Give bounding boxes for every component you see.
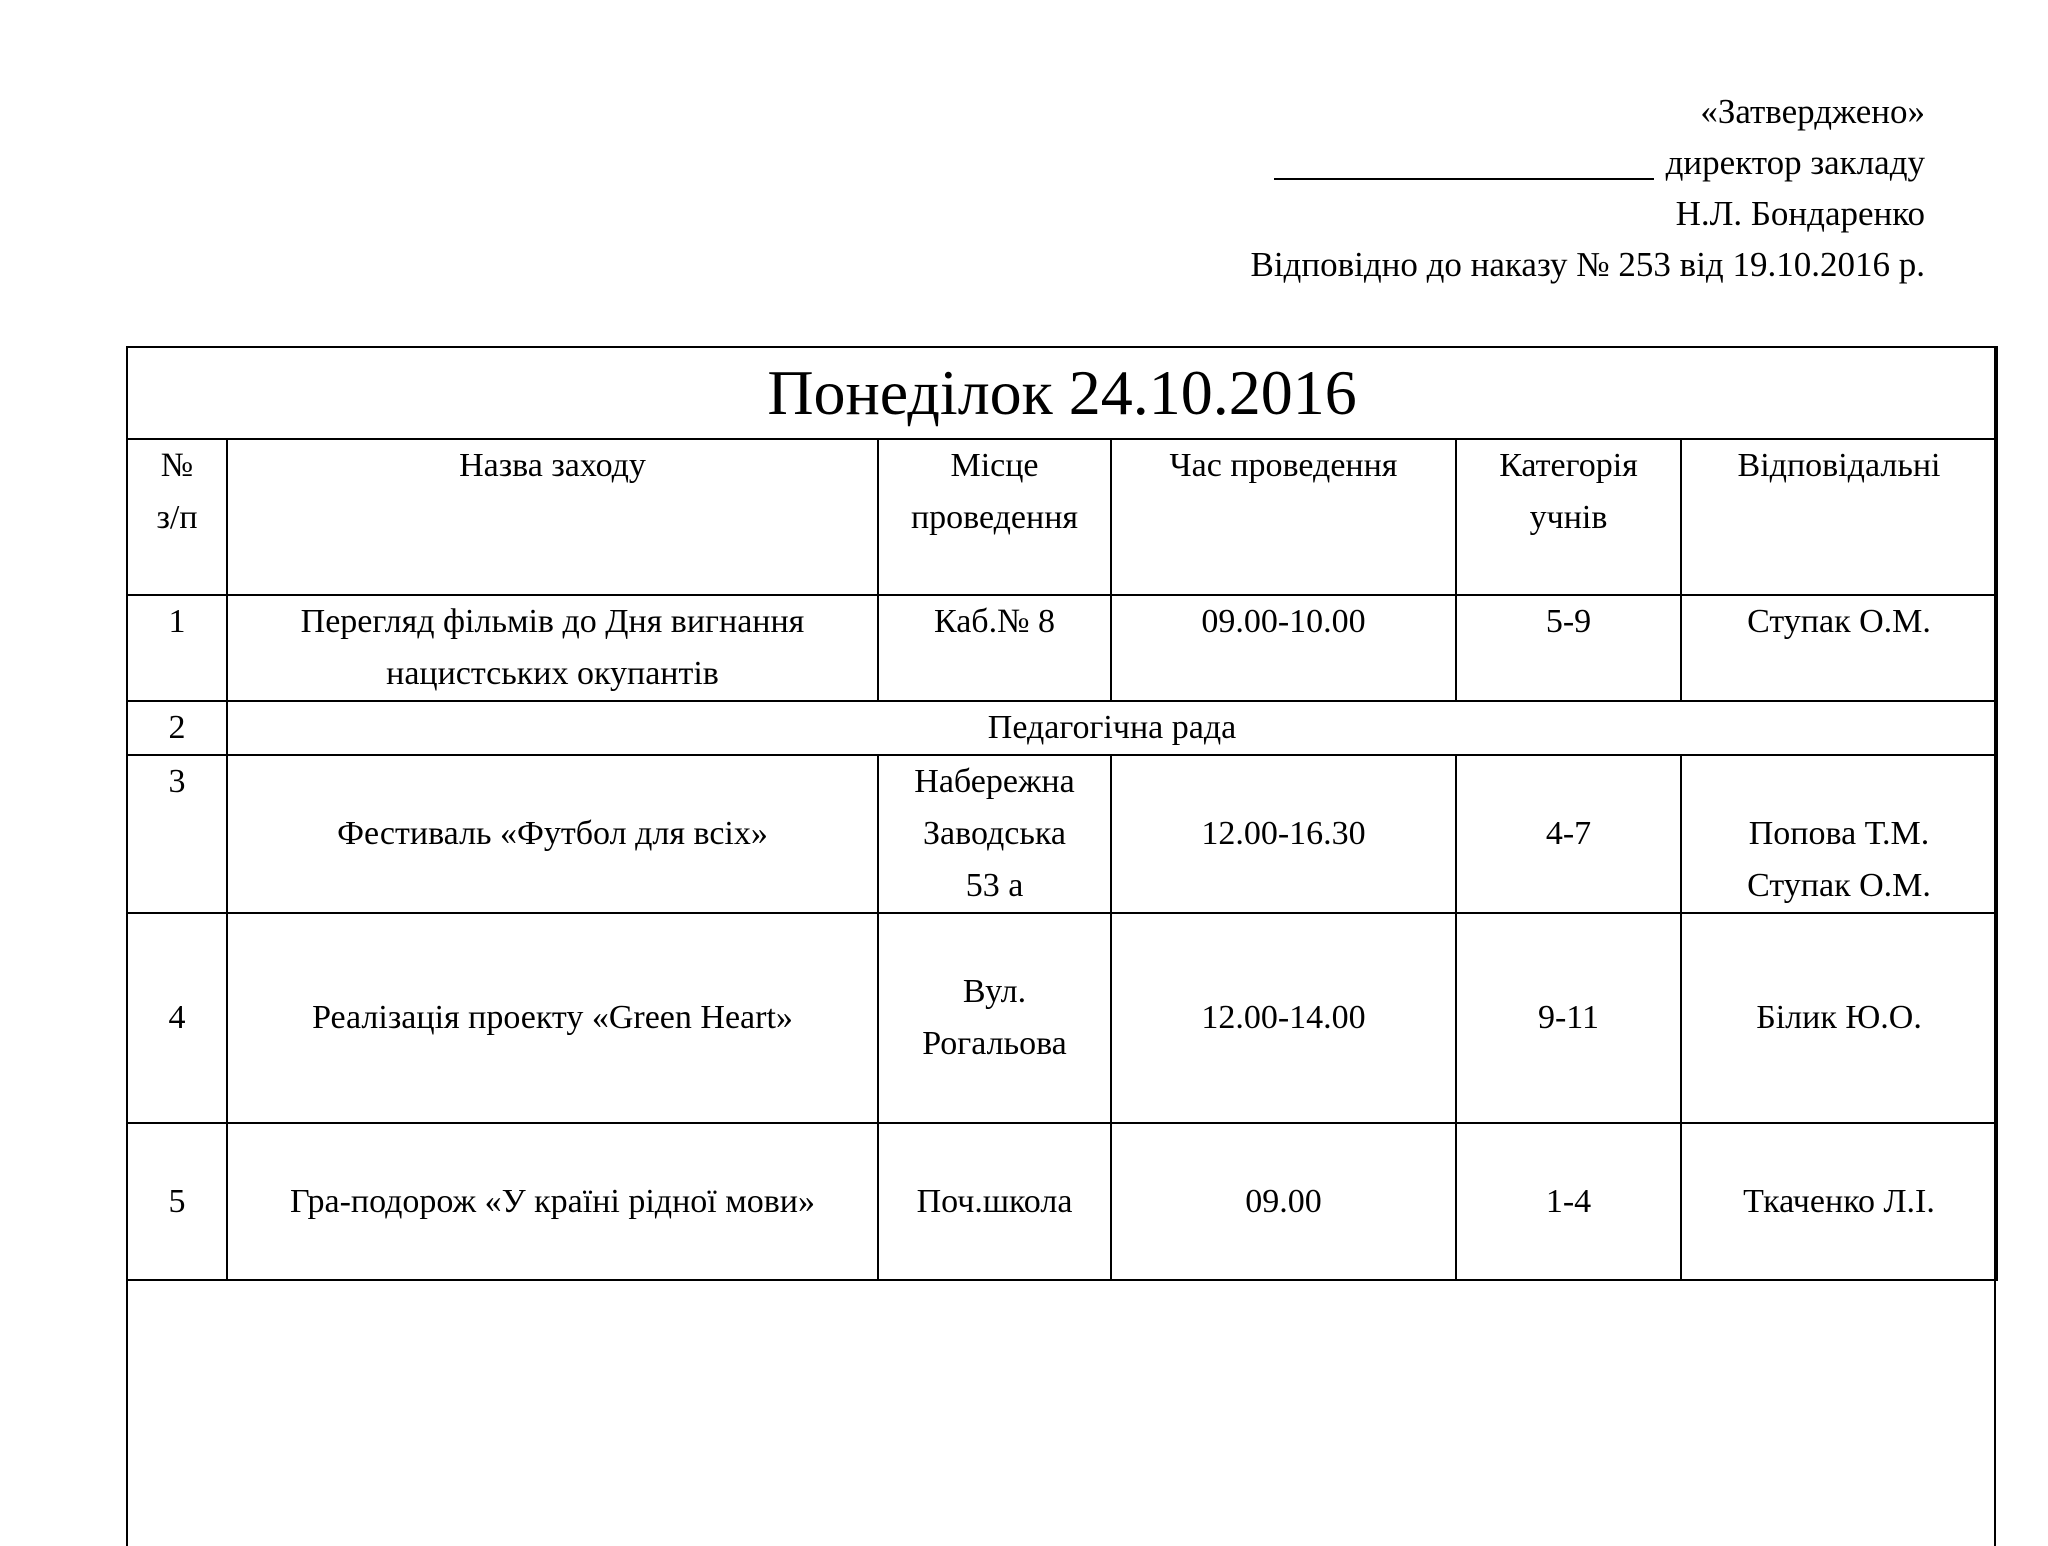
event-place: Набережна Заводська 53 а (878, 755, 1111, 913)
event-time: 12.00-16.30 (1111, 755, 1456, 913)
event-name: Реалізація проекту «Green Heart» (227, 913, 878, 1123)
event-time: 09.00 (1111, 1123, 1456, 1280)
row-number: 4 (127, 913, 227, 1123)
header-number: № з/п (127, 439, 227, 595)
day-title: Понеділок 24.10.2016 (127, 347, 1997, 439)
row-number: 2 (127, 701, 227, 755)
row-number: 3 (127, 755, 227, 913)
event-responsible: Попова Т.М. Ступак О.М. (1681, 755, 1997, 913)
event-place: Вул. Рогальова (878, 913, 1111, 1123)
table-row (127, 913, 1997, 1123)
director-signature-line (1250, 137, 1925, 188)
event-category: 4-7 (1456, 755, 1681, 913)
header-responsible: Відповідальні (1681, 439, 1997, 595)
event-place: Поч.школа (878, 1123, 1111, 1280)
director-title: директор закладу (1665, 143, 1925, 182)
header-place: Місце проведення (878, 439, 1111, 595)
event-responsible: Ступак О.М. (1681, 595, 1997, 701)
event-responsible: Ткаченко Л.І. (1681, 1123, 1997, 1280)
director-name: Н.Л. Бондаренко (1675, 194, 1925, 233)
schedule-table (126, 346, 1998, 1281)
header-time: Час проведення (1111, 439, 1456, 595)
approval-stamp: «Затверджено» (1700, 92, 1925, 131)
event-responsible: Білик Ю.О. (1681, 913, 1997, 1123)
event-category: 9-11 (1456, 913, 1681, 1123)
table-title-row (127, 347, 1997, 439)
table-row (127, 701, 1997, 755)
event-category: 1-4 (1456, 1123, 1681, 1280)
signature-blank (1274, 144, 1654, 180)
row-number: 1 (127, 595, 227, 701)
order-reference: Відповідно до наказу № 253 від 19.10.2016 р. (1250, 245, 1925, 284)
table-row (127, 755, 1997, 913)
event-name: Гра-подорож «У країні рідної мови» (227, 1123, 878, 1280)
merged-event: Педагогічна рада (227, 701, 1997, 755)
event-category: 5-9 (1456, 595, 1681, 701)
event-time: 09.00-10.00 (1111, 595, 1456, 701)
table-row (127, 595, 1997, 701)
approval-block (1250, 86, 1925, 290)
event-time: 12.00-14.00 (1111, 913, 1456, 1123)
event-name: Фестиваль «Футбол для всіх» (227, 755, 878, 913)
header-event-name: Назва заходу (227, 439, 878, 595)
table-header-row (127, 439, 1997, 595)
event-name: Перегляд фільмів до Дня вигнання нацистських окупантів (227, 595, 878, 701)
table-row (127, 1123, 1997, 1280)
header-category: Категорія учнів (1456, 439, 1681, 595)
row-number: 5 (127, 1123, 227, 1280)
event-place: Каб.№ 8 (878, 595, 1111, 701)
